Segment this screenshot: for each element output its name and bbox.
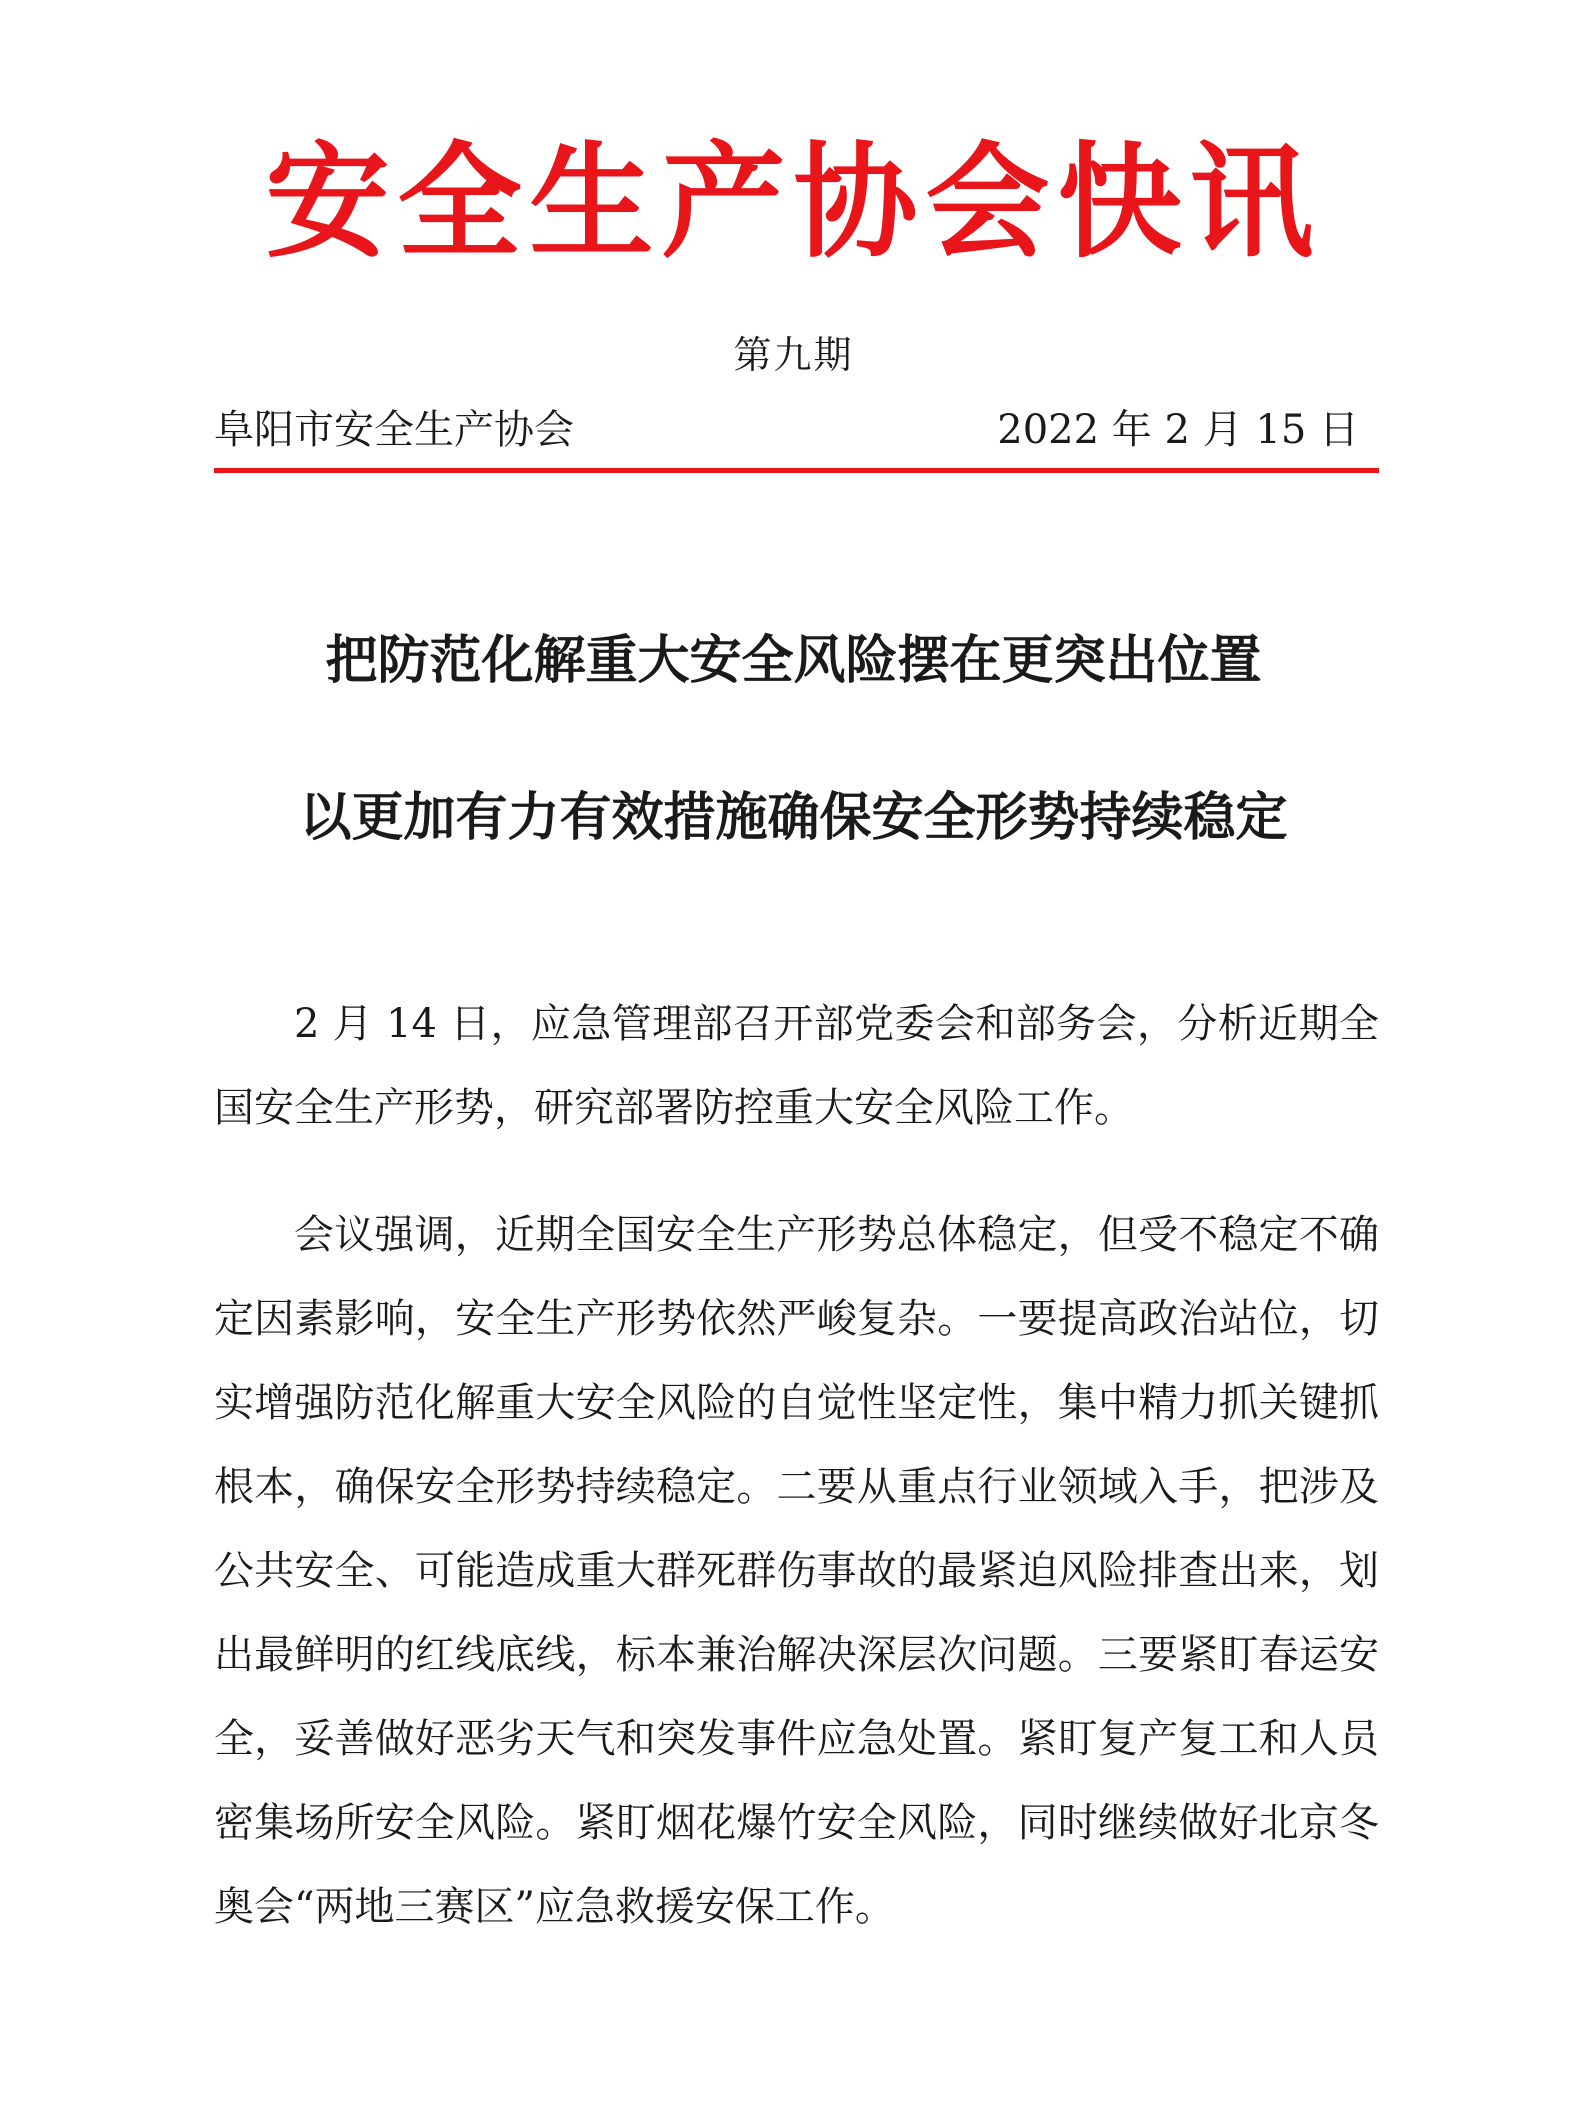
red-divider xyxy=(214,468,1379,473)
article-title-line-1: 把防范化解重大安全风险摆在更突出位置 xyxy=(325,630,1262,691)
publish-date: 2022 年 2 月 15 日 xyxy=(997,407,1359,453)
masthead-title: 安全生产协会快讯 xyxy=(265,131,1322,275)
meta-row xyxy=(214,402,1379,458)
issue-number: 第九期 xyxy=(733,333,854,377)
organization-name: 阜阳市安全生产协会 xyxy=(214,407,574,453)
article-title-line-2: 以更加有力有效措施确保安全形势持续稳定 xyxy=(299,787,1288,848)
article-paragraph-2: 会议强调，近期全国安全生产形势总体稳定，但受不稳定不确定因素影响，安全生产形势依然严峻复杂。一要提高政治站位，切实增强防范化解重大安全风险的自觉性坚定性，集中精力抓关键抓根本，确保安全形势持续稳定。二要从重点行业领域入手，把涉及公共安全、可能造成重大群死群伤事故的最紧迫风险排查出来，划出最鲜明的红线底线，标本兼治解决深层次问题。三要紧盯春运安全，妥善做好恶劣天气和突发事件应急处置。紧盯复产复工和人员密集场所安全风险。紧盯烟花爆竹安全风险，同时继续做好北京冬奥会“两地三赛区”应急救援安保工作。 xyxy=(214,1212,1379,1930)
article-paragraph-1: 2 月 14 日，应急管理部召开部党委会和部务会，分析近期全国安全生产形势，研究部署防控重大安全风险工作。 xyxy=(214,1001,1379,1131)
